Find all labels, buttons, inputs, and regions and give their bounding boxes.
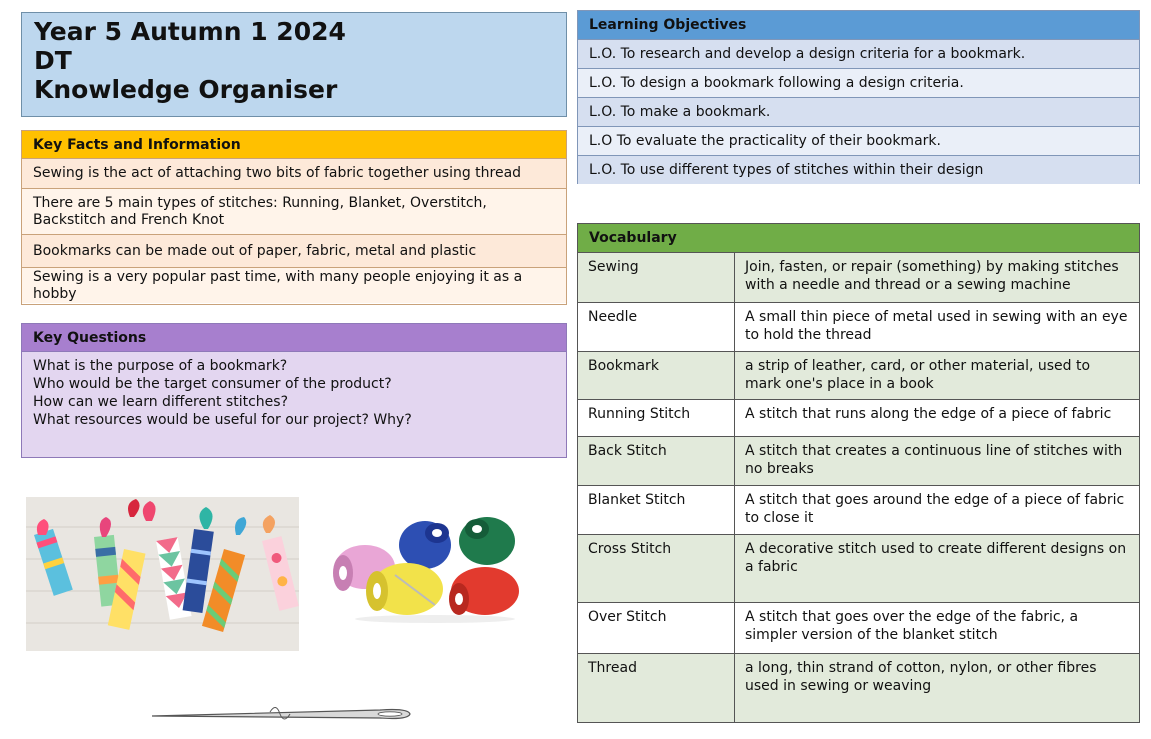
key-facts-heading: Key Facts and Information: [22, 131, 566, 159]
page-title: [21, 12, 567, 117]
vocab-definition: Join, fasten, or repair (something) by making stitches with a needle and thread or a sewing machine: [745, 259, 1119, 293]
needle-illustration: [150, 698, 415, 728]
vocab-term: Over Stitch: [578, 603, 735, 653]
vocab-term: Running Stitch: [578, 400, 735, 436]
key-question-item: What is the purpose of a bookmark?: [33, 358, 288, 374]
vocab-row: [578, 302, 1139, 351]
vocab-definition: A stitch that creates a continuous line of stitches with no breaks: [745, 443, 1123, 477]
key-facts-panel: [21, 130, 567, 305]
vocab-definition: A stitch that goes over the edge of the fabric, a simpler version of the blanket stitch: [745, 609, 1079, 643]
key-questions-heading: Key Questions: [22, 324, 566, 352]
key-question-item: What resources would be useful for our project? Why?: [33, 412, 412, 428]
vocab-term: Blanket Stitch: [578, 486, 735, 534]
key-questions-list: [22, 352, 566, 434]
vocabulary-heading: Vocabulary: [578, 224, 1139, 253]
objective-item: L.O. To use different types of stitches within their design: [578, 155, 1139, 184]
key-question-item: How can we learn different stitches?: [33, 394, 289, 410]
vocab-term: Cross Stitch: [578, 535, 735, 602]
title-line-organiser: Knowledge Organiser: [34, 75, 338, 104]
vocab-definition: A small thin piece of metal used in sewing with an eye to hold the thread: [745, 309, 1128, 343]
vocab-row: [578, 253, 1139, 302]
vocab-row: [578, 602, 1139, 653]
vocab-row: [578, 534, 1139, 602]
vocab-definition: A stitch that runs along the edge of a piece of fabric: [745, 406, 1112, 422]
key-fact-item: Sewing is a very popular past time, with many people enjoying it as a hobby: [22, 267, 566, 303]
vocab-definition: a long, thin strand of cotton, nylon, or other fibres used in sewing or weaving: [745, 660, 1097, 694]
vocabulary-panel: [577, 223, 1140, 723]
vocab-row: [578, 436, 1139, 485]
title-line-subject: DT: [34, 46, 72, 75]
vocab-row: [578, 351, 1139, 399]
vocab-term: Back Stitch: [578, 437, 735, 485]
objective-item: L.O. To make a bookmark.: [578, 97, 1139, 126]
objective-item: L.O. To research and develop a design criteria for a bookmark.: [578, 39, 1139, 68]
learning-objectives-panel: [577, 10, 1140, 184]
vocab-definition: A stitch that goes around the edge of a piece of fabric to close it: [745, 492, 1125, 526]
key-fact-item: Bookmarks can be made out of paper, fabric, metal and plastic: [22, 234, 566, 267]
vocab-row: [578, 653, 1139, 722]
vocab-term: Sewing: [578, 253, 735, 302]
vocab-row: [578, 399, 1139, 436]
objective-item: L.O To evaluate the practicality of their bookmark.: [578, 126, 1139, 155]
objective-item: L.O. To design a bookmark following a design criteria.: [578, 68, 1139, 97]
title-line-year: Year 5 Autumn 1 2024: [34, 17, 346, 46]
vocab-definition: A decorative stitch used to create different designs on a fabric: [745, 541, 1127, 575]
learning-objectives-heading: Learning Objectives: [578, 11, 1139, 39]
vocab-definition: a strip of leather, card, or other material, used to mark one's place in a book: [745, 358, 1091, 392]
bookmarks-photo: [26, 497, 299, 651]
vocab-term: Needle: [578, 303, 735, 351]
vocabulary-table: [578, 253, 1139, 722]
vocab-row: [578, 485, 1139, 534]
thread-spools-photo: [325, 505, 540, 625]
vocab-term: Bookmark: [578, 352, 735, 399]
key-question-item: Who would be the target consumer of the product?: [33, 376, 392, 392]
key-fact-item: Sewing is the act of attaching two bits of fabric together using thread: [22, 159, 566, 188]
key-questions-panel: [21, 323, 567, 458]
key-fact-item: There are 5 main types of stitches: Running, Blanket, Overstitch, Backstitch and French Knot: [22, 188, 566, 234]
vocab-term: Thread: [578, 654, 735, 722]
